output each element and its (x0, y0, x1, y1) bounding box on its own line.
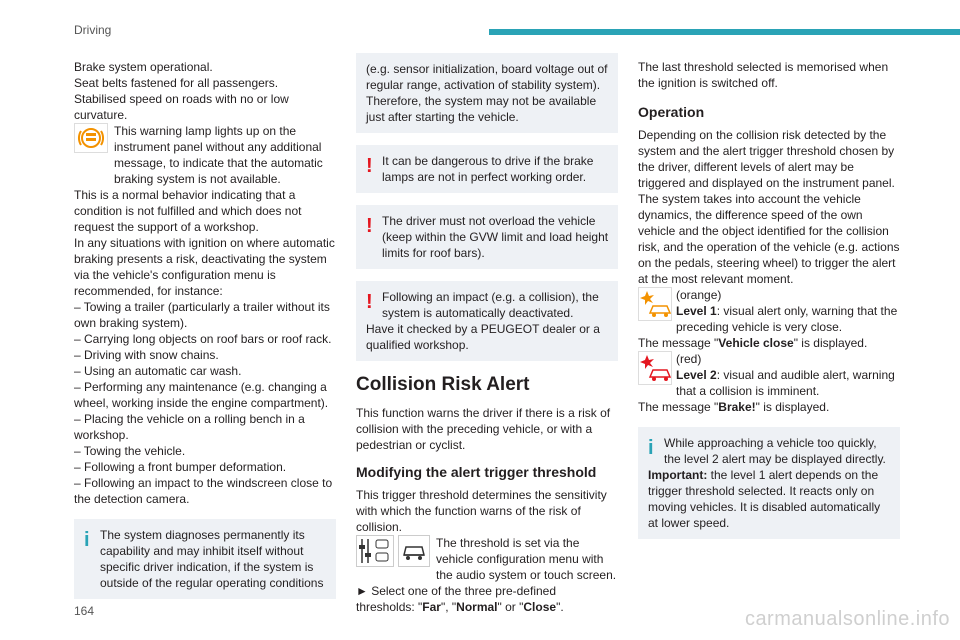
level2-desc: : visual and audible alert, warning that a collision is imminent. (676, 368, 895, 398)
info-box-continued-text: (e.g. sensor initialization, board voltage out of regular range, activation of stability system). Therefore, the system may not be available just after starting the vehicle. (366, 62, 608, 124)
warning-icon: ! (366, 215, 373, 237)
list-item: – Towing a trailer (particularly a trailer without its own braking system). (74, 300, 330, 330)
threshold-close: Close (523, 600, 557, 614)
list-item: – Driving with snow chains. (74, 348, 219, 362)
info-box-text: While approaching a vehicle too quickly, the level 2 alert may be displayed directly. (664, 436, 886, 466)
important-text (648, 467, 892, 531)
level2-label: Level 2 (676, 368, 717, 382)
section-description: This function warns the driver if there is a risk of collision with the preceding vehicle, or with a pedestrian or cyclist. (356, 406, 611, 452)
info-box-continued (356, 53, 618, 133)
config-paragraph (356, 535, 618, 583)
intro-line: Seat belts fastened for all passengers. (74, 76, 279, 90)
list-item: – Placing the vehicle on a rolling bench in a workshop. (74, 412, 305, 442)
header-accent-bar (489, 29, 960, 35)
level1-color: (orange) (676, 288, 722, 302)
message-line (638, 335, 900, 351)
list-item: – Towing the vehicle. (74, 444, 186, 458)
select-sep: " or " (497, 600, 524, 614)
threshold-normal: Normal (456, 600, 498, 614)
header-title: Driving (74, 23, 112, 37)
warning-text: The driver must not overload the vehicle (keep within the GVW limit and load height limits for roof bars). (382, 214, 609, 260)
select-prefix: ► Select one of the three pre-defined thresholds: " (356, 584, 557, 614)
risk-text: In any situations with ignition on where automatic braking presents a risk, deactivating the system via the vehicle's configuration menu is recommended, for instance: (74, 236, 335, 298)
select-suffix: ". (556, 600, 564, 614)
operation-heading: Operation (638, 104, 705, 120)
level1-text (676, 287, 900, 335)
info-icon: i (84, 529, 90, 551)
level2-paragraph (638, 351, 900, 399)
section-heading: Collision Risk Alert (356, 374, 530, 395)
memorised-text: The last threshold selected is memorised when the ignition is switched off. (638, 60, 889, 90)
collision-alert-orange-icon (638, 287, 672, 321)
level2-color: (red) (676, 352, 702, 366)
message-suffix: " is displayed. (755, 400, 830, 414)
info-icon: i (648, 437, 654, 459)
operation-text: Depending on the collision risk detected by the system and the alert trigger threshold chosen by the driver, different levels of alert may be triggered and displayed on the instrument panel. The system takes into account the vehicle dynamics, the difference speed of the own vehicle and the object identified for the collision risk, and the operation of the vehicle (e.g. actions on the pedals, steering wheel) to trigger the alert at the most relevant moment. (638, 128, 900, 286)
message-prefix: The message " (638, 336, 719, 350)
info-box-text: The system diagnoses permanently its capability and may inhibit itself without specific driver indication, if the system is outside of the regular operating conditions (100, 528, 324, 590)
lamp-text: This warning lamp lights up on the instrument panel without any additional message, to indicate that the automatic braking system is not available. (114, 124, 323, 186)
select-sep: ", " (440, 600, 457, 614)
vehicle-icon (398, 535, 430, 567)
important-label: Important: (648, 468, 708, 482)
threshold-far: Far (422, 600, 441, 614)
normal-behavior-text: This is a normal behavior indicating that a condition is not fulfilled and which does not request the support of a workshop. (74, 188, 302, 234)
level1-label: Level 1 (676, 304, 717, 318)
info-box (74, 519, 336, 599)
column-3 (638, 59, 900, 539)
warning-icon: ! (366, 291, 373, 313)
settings-menu-icon (356, 535, 394, 567)
message-prefix: The message " (638, 400, 719, 414)
page-number: 164 (74, 604, 95, 618)
collision-alert-red-icon (638, 351, 672, 385)
column-2 (356, 53, 618, 615)
config-icons (356, 535, 430, 567)
important-desc: the level 1 alert depends on the trigger threshold selected. It reacts only on moving vehicles. It is disabled automatically at lower speed. (648, 468, 881, 530)
config-text: The threshold is set via the vehicle configuration menu with the audio system or touch screen. (436, 536, 617, 582)
level1-paragraph (638, 287, 900, 335)
message-vehicle-close: Vehicle close (718, 336, 794, 350)
threshold-description: This trigger threshold determines the sensitivity with which the function warns of the risk of collision. (356, 488, 607, 534)
subsection-heading: Modifying the alert trigger threshold (356, 464, 597, 480)
list-item: – Following a front bumper deformation. (74, 460, 287, 474)
warning-text: Following an impact (e.g. a collision), the system is automatically deactivated. (382, 290, 599, 320)
column-1 (74, 59, 336, 599)
lamp-paragraph (74, 123, 336, 187)
list-item: – Carrying long objects on roof bars or roof rack. (74, 332, 332, 346)
intro-line: Stabilised speed on roads with no or low curvature. (74, 92, 289, 122)
warning-box (356, 281, 618, 361)
warning-box (356, 145, 618, 193)
warning-text: It can be dangerous to drive if the brake lamps are not in perfect working order. (382, 154, 594, 184)
level1-desc: : visual alert only, warning that the preceding vehicle is very close. (676, 304, 898, 334)
message-line (638, 399, 900, 415)
list-item: – Following an impact to the windscreen close to the detection camera. (74, 476, 333, 506)
warning-icon: ! (366, 155, 373, 177)
warning-box (356, 205, 618, 269)
threshold-select-text (356, 583, 618, 615)
level2-text (676, 351, 900, 399)
message-brake: Brake! (718, 400, 756, 414)
list-item: – Performing any maintenance (e.g. changing a wheel, working inside the engine compartment). (74, 380, 329, 410)
warning-text: Have it checked by a PEUGEOT dealer or a qualified workshop. (366, 322, 600, 352)
watermark: carmanualsonline.info (744, 608, 950, 630)
message-suffix: " is displayed. (793, 336, 868, 350)
info-box (638, 427, 900, 539)
intro-line: Brake system operational. (74, 60, 213, 74)
list-item: – Using an automatic car wash. (74, 364, 242, 378)
brake-warning-lamp-icon (74, 123, 108, 153)
